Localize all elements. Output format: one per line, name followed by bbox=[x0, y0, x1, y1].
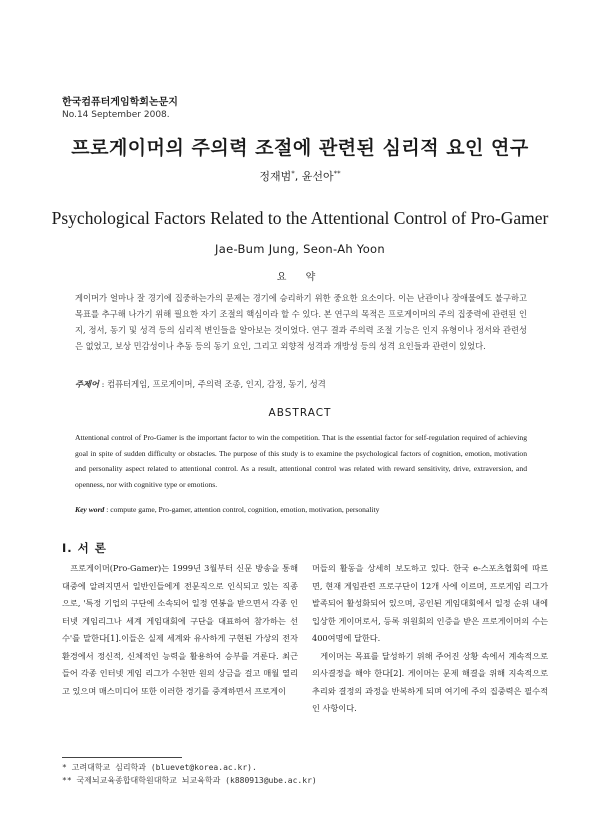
author-first-mark: * bbox=[291, 169, 295, 178]
journal-header bbox=[62, 96, 178, 121]
keywords-english bbox=[75, 505, 527, 514]
abstract-english-body: Attentional control of Pro-Gamer is the important factor to win the competition. That is the essential factor for self-regulation required of achieving goal in spite of sudden difficulty or obstacles. The purpose of this study is to examine the psychological factors of cognition, emotion, motivation and personality aspect related to attentional control. As a result, attentional control was related with reward sensitivity, drive, extraversion, and openness, nor with cognitive type or emotions. bbox=[75, 433, 527, 489]
footnotes bbox=[62, 762, 317, 787]
keywords-english-label: Key word bbox=[75, 505, 105, 514]
body-paragraph: 게이머는 목표를 달성하기 위해 주어진 상황 속에서 계속적으로 의사결정을 해야 한다[2]. 게이머는 문제 해결을 위해 지속적으로 추리와 결정의 과정을 반복하게 되며 여기에 주의 집중력은 필수적인 사항이다. bbox=[312, 650, 548, 713]
journal-name: 한국컴퓨터게임학회논문지 bbox=[62, 97, 178, 108]
authors-english: Jae-Bum Jung, Seon-Ah Yoon bbox=[215, 242, 385, 256]
section-heading-introduction: Ⅰ. 서 론 bbox=[62, 541, 107, 555]
paper-title-korean: 프로게이머의 주의력 조절에 관련된 심리적 요인 연구 bbox=[71, 137, 529, 159]
authors-korean bbox=[0, 168, 600, 184]
keywords-english-list: : compute game, Pro-gamer, attention control, cognition, emotion, motivation, personality bbox=[104, 505, 380, 514]
author-second: 윤선아 bbox=[301, 170, 334, 183]
abstract-english-heading: ABSTRACT bbox=[268, 407, 332, 419]
author-second-mark: ** bbox=[333, 169, 341, 178]
body-column-right bbox=[312, 560, 548, 718]
abstract-korean-heading: 요 약 bbox=[276, 272, 324, 283]
body-paragraph-continued: 머들의 활동을 상세히 보도하고 있다. 한국 e-스포츠협회에 따르면, 현재 게임관련 프로구단이 12개 사에 이르며, 프로게임 리그가 발족되어 활성화되어 있으며, 공인된 게임대회에서 일정 순위 내에 입상한 게이머로서, 등록 위원회의 인증을 받은 프로게이머의 수는 400여명에 달한다. bbox=[312, 563, 548, 643]
keywords-korean bbox=[75, 378, 527, 390]
body-column-left bbox=[62, 560, 298, 700]
footnote-affiliation-1: * 고려대학교 심리학과 (bluevet@korea.ac.kr). bbox=[62, 763, 257, 772]
journal-issue: No.14 September 2008. bbox=[62, 110, 170, 120]
keywords-korean-label: 주제어 bbox=[75, 379, 100, 389]
paper-title-english: Psychological Factors Related to the Attentional Control of Pro-Gamer bbox=[51, 208, 549, 228]
author-first: 정재범 bbox=[259, 170, 292, 183]
body-paragraph: 프로게이머(Pro-Gamer)는 1999년 3월부터 신문 방송을 통해 대중에 알려지면서 일반인들에게 전문직으로 인식되고 있는 직종으로, '특정 기업의 구단에 소속되어 일정 연봉을 받으면서 각종 인터넷 게임리그나 세계 게임대회에 구단을 대표하여 참가하는 선수'를 말한다[1].이들은 실제 세계와 유사하게 구현된 가상의 전자 환경에서 정신적, 신체적인 능력을 활용하여 승부를 겨룬다. 최근 들어 각종 인터넷 게임 리그가 수천만 원의 상금을 걸고 매월 열리고 있으며 매스미디어 또한 이러한 경기를 중계하면서 프로게이 bbox=[62, 563, 298, 696]
keywords-korean-list: : 컴퓨터게임, 프로게이머, 주의력 조종, 인지, 감정, 동기, 성격 bbox=[99, 379, 326, 389]
footnote-divider bbox=[62, 757, 182, 758]
abstract-korean-body: 게이머가 얼마나 잘 경기에 집중하는가의 문제는 경기에 승리하기 위한 중요한 요소이다. 이는 난관이나 장애물에도 불구하고 목표를 추구해 나가기 위해 필요한 자기 조절의 핵심이라 할 수 있다. 본 연구의 목적은 프로게이머의 주의 집중력에 관련된 인지, 정서, 동기 및 성격 등의 심리적 변인들을 알아보는 것이었다. 연구 결과 주의력 조절 기능은 인지 유형이나 정서와 관련성은 없었고, 보상 민감성이나 추동 등의 동기 요인, 그리고 외향적 성격과 개방성 등의 성격 요인들과 관련이 있었다. bbox=[75, 293, 527, 351]
footnote-affiliation-2: ** 국제뇌교육종합대학원대학교 뇌교육학과 (k880913@ube.ac.kr) bbox=[62, 775, 317, 785]
author-separator: , bbox=[294, 170, 302, 183]
